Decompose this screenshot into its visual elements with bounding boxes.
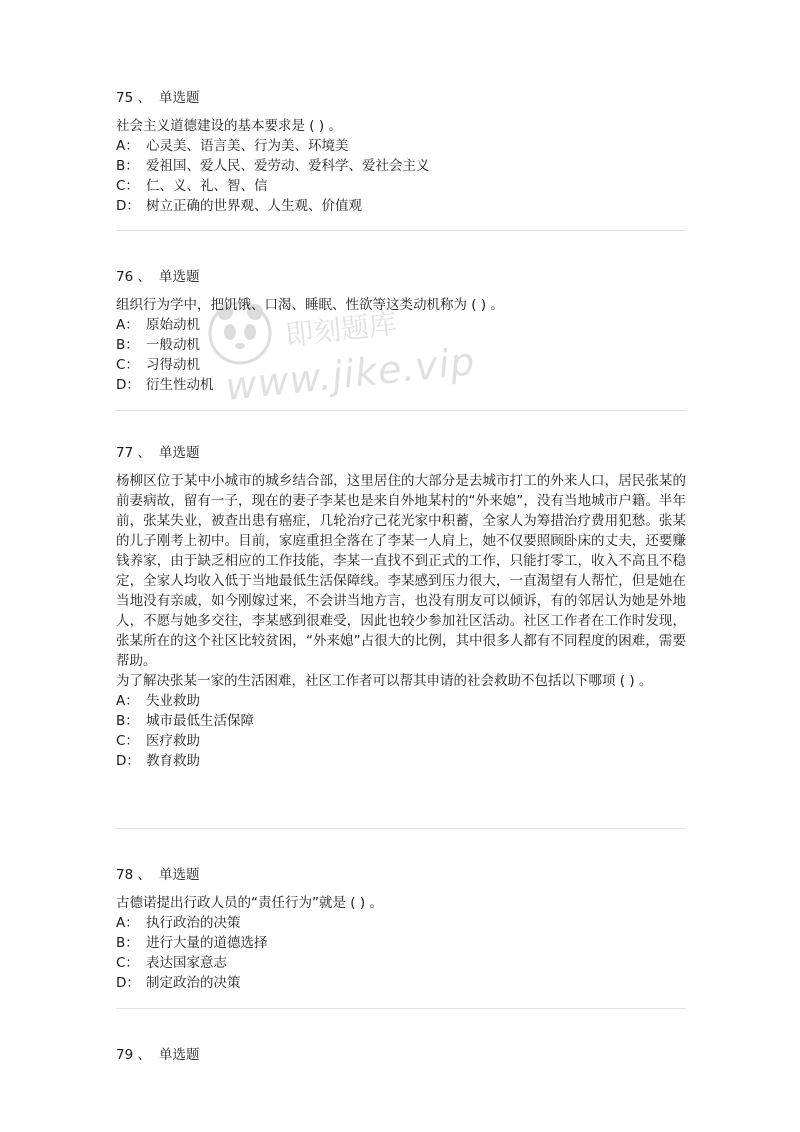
watermark-brand: 即刻题库 xyxy=(283,307,399,352)
option-b: B： 一般动机 xyxy=(116,337,200,353)
option-b: B： 城市最低生活保障 xyxy=(116,713,254,729)
option-b: B： 爱祖国、爱人民、爱劳动、爱科学、爱社会主义 xyxy=(116,158,430,174)
question-header xyxy=(116,1045,686,1065)
option-c: C： 仁、义、礼、智、信 xyxy=(116,178,268,194)
option-a: A： 心灵美、语言美、行为美、环境美 xyxy=(116,138,349,154)
option-d: D： 树立正确的世界观、人生观、价值观 xyxy=(116,198,362,214)
option-d: D： 制定政治的决策 xyxy=(116,975,241,991)
question-stem xyxy=(116,471,686,691)
stem-paragraph: 古德诺提出行政人员的“责任行为”就是 ( ) 。 xyxy=(116,895,383,911)
question-76 xyxy=(116,267,686,395)
question-divider xyxy=(116,230,686,231)
question-header xyxy=(116,88,686,108)
question-header xyxy=(116,267,686,287)
question-number: 77 、 xyxy=(116,445,151,461)
stem-paragraph: 组织行为学中，把饥饿、口渴、睡眠、性欲等这类动机称为 ( ) 。 xyxy=(116,297,504,313)
option-d: D： 教育救助 xyxy=(116,753,200,769)
question-type: 单选题 xyxy=(158,1047,200,1063)
question-type: 单选题 xyxy=(158,445,200,461)
option-d: D： 衍生性动机 xyxy=(116,377,214,393)
question-77 xyxy=(116,443,686,771)
option-b: B： 进行大量的道德选择 xyxy=(116,935,268,951)
question-78 xyxy=(116,865,686,993)
question-79 xyxy=(116,1045,686,1065)
question-stem xyxy=(116,893,686,913)
question-stem xyxy=(116,295,686,315)
question-number: 78 、 xyxy=(116,867,151,883)
question-header xyxy=(116,865,686,885)
question-divider xyxy=(116,1008,686,1009)
question-75 xyxy=(116,88,686,216)
question-type: 单选题 xyxy=(158,90,200,106)
option-c: C： 习得动机 xyxy=(116,357,200,373)
question-type: 单选题 xyxy=(158,269,200,285)
stem-paragraph: 为了解决张某一家的生活困难，社区工作者可以帮其申请的社会救助不包括以下哪项 ( ) 。 xyxy=(116,673,653,689)
question-divider xyxy=(116,410,686,411)
question-number: 75 、 xyxy=(116,90,151,106)
option-c: C： 表达国家意志 xyxy=(116,955,227,971)
question-header xyxy=(116,443,686,463)
option-c: C： 医疗救助 xyxy=(116,733,200,749)
question-stem xyxy=(116,116,686,136)
stem-paragraph: 社会主义道德建设的基本要求是 ( ) 。 xyxy=(116,118,342,134)
option-a: A： 执行政治的决策 xyxy=(116,915,241,931)
question-divider xyxy=(116,828,686,829)
watermark-url: www.jike.vip xyxy=(223,339,478,409)
question-type: 单选题 xyxy=(158,867,200,883)
question-number: 76 、 xyxy=(116,269,151,285)
stem-paragraph: 杨柳区位于某中小城市的城乡结合部，这里居住的大部分是去城市打工的外来人口，居民张某的前妻病故，留有一子，现在的妻子李某也是来自外地某村的“外来媳”，没有当地城市户籍。半年前，张某失业，被查出患有癌症，几轮治疗己花光家中积蓄，全家人为筹措治疗费用犯愁。张某的儿子刚考上初中。目前，家庭重担全落在了李某一人肩上，她不仅要照顾卧床的丈夫，还要赚钱养家，由于缺乏相应的工作技能，李某一直找不到正式的工作，只能打零工，收入不高且不稳定，全家人均收入低于当地最低生活保障线。李某感到压力很大，一直渴望有人帮忙，但是她在当地没有亲戚，如今刚嫁过来，不会讲当地方言，也没有朋友可以倾诉，有的邻居认为她是外地人，不愿与她多交往，李某感到很难受，因此也较少参加社区活动。社区工作者在工作时发现，张某所在的这个社区比较贫困，“外来媳”占很大的比例，其中很多人都有不同程度的困难，需要帮助。 xyxy=(116,473,686,669)
option-a: A： 失业救助 xyxy=(116,693,200,709)
question-number: 79 、 xyxy=(116,1047,151,1063)
option-a: A： 原始动机 xyxy=(116,317,200,333)
